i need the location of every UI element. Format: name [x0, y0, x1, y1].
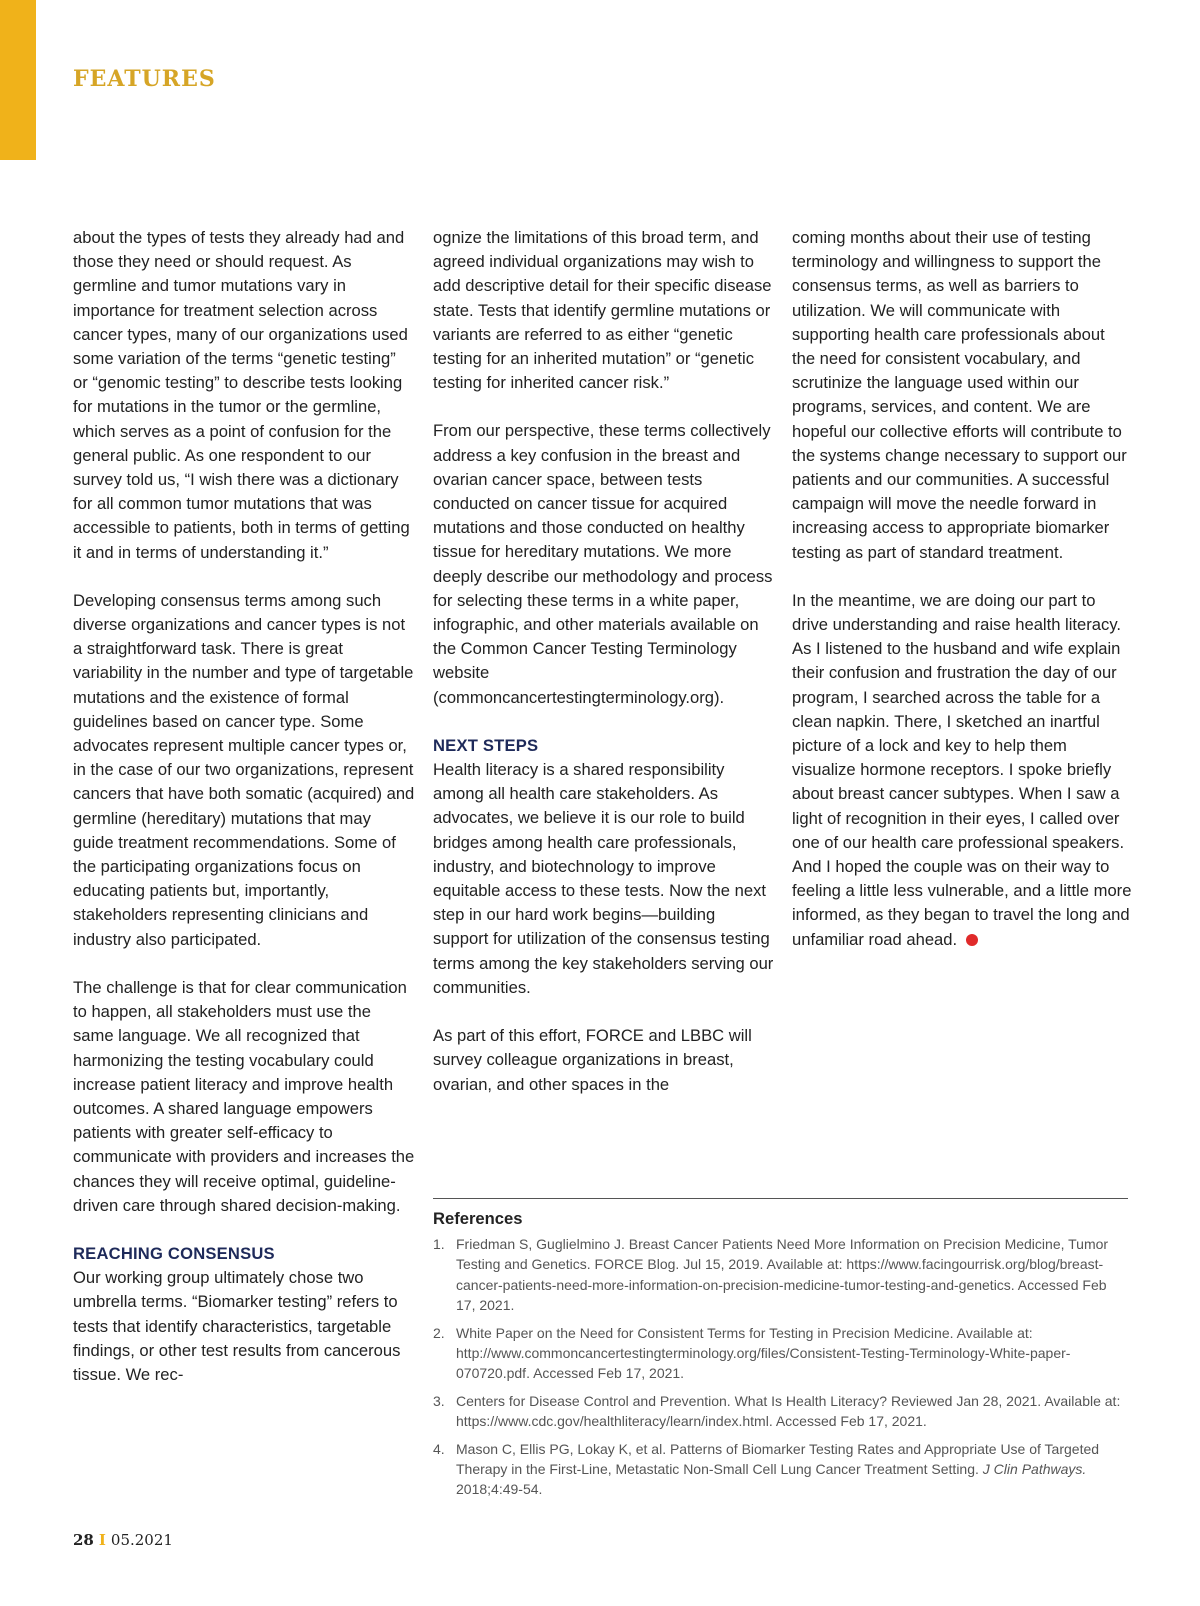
reference-text: Friedman S, Guglielmino J. Breast Cancer Patients Need More Information on Precision Medicine, Tumor Testing and Genetics. FORCE Blog. Jul 15, 2019. Available at: https://www.facingourrisk.org/blog/breast-cancer-patients-need-more-information-on-precision-medicine-tumor-testing-and-genetics. Accessed Feb 17, 2021.	[456, 1236, 1109, 1314]
reference-text: Centers for Disease Control and Prevention. What Is Health Literacy? Reviewed Jan 28, 2021. Available at: https://www.cdc.gov/healthliteracy/learn/index.html. Accessed Feb 17, 2021.	[456, 1392, 1121, 1430]
issue-date: 05.2021	[110, 1531, 173, 1549]
paragraph: coming months about their use of testing terminology and willingness to support the consensus terms, as well as barriers to utilization. We will communicate with supporting health care professionals about the need for consistent vocabulary, and scrutinize the language used within our programs, services, and content. We are hopeful our collective efforts will contribute to the systems change necessary to support our patients and our communities. A successful campaign will move the needle forward in increasing access to appropriate biomarker testing as part of standard treatment.	[792, 228, 1127, 562]
paragraph: As part of this effort, FORCE and LBBC will survey colleague organizations in breast, ovarian, and other spaces in the	[433, 1026, 752, 1094]
reference-number: 4.	[433, 1440, 445, 1457]
paragraph-final-text: In the meantime, we are doing our part to drive understanding and raise health literacy. As I listened to the husband and wife explain their confusion and frustration the day of our program, I searched across the table for a clean napkin. There, I sketched an inartful picture of a lock and key to help them visualize hormone receptors. I spoke briefly about breast cancer subtypes. When I saw a light of recognition in their eyes, I called over one of our health care professional speakers. And I hoped the couple was on their way to feeling a little less vulnerable, and a little more informed, as they began to travel the long and unfamiliar road ahead.	[792, 590, 1132, 949]
reference-number: 2.	[433, 1324, 445, 1341]
page-footer	[73, 1531, 173, 1549]
reference-number: 3.	[433, 1392, 445, 1409]
reference-item	[433, 1234, 1128, 1316]
paragraph: about the types of tests they already had and those they need or should request. As germline and tumor mutations vary in importance for treatment selection across cancer types, many of our organizations used some variation of the terms “genetic testing” or “genomic testing” to describe tests looking for mutations in the tumor or the germline, which serves as a point of confusion for the general public. As one respondent to our survey told us, “I wish there was a dictionary for all common tumor mutations that was accessible to patients, both in terms of getting it and in terms of understanding it.”	[73, 228, 410, 562]
paragraph: Our working group ultimately chose two umbrella terms. “Biomarker testing” refers to tests that identify characteristics, targetable findings, or other test results from cancerous tissue. We rec-	[73, 1268, 401, 1384]
heading-reaching-consensus: REACHING CONSENSUS	[73, 1243, 275, 1263]
reference-item	[433, 1323, 1128, 1384]
references-title: References	[433, 1209, 523, 1228]
reference-citation: 2018;4:49-54.	[456, 1481, 543, 1498]
references-section	[433, 1198, 1128, 1507]
reference-number: 1.	[433, 1236, 445, 1252]
article-column-3	[792, 226, 1132, 976]
paragraph: Developing consensus terms among such diverse organizations and cancer types is not a straightforward task. There is great variability in the number and type of targetable mutations and the existence of formal guidelines based on cancer type. Some advocates represent multiple cancer types or, in the case of our two organizations, represent cancers that have both somatic (acquired) and germline (hereditary) mutations that may guide treatment recommendations. Some of the participating organizations focus on educating patients but, importantly, stakeholders representing clinicians and industry also participated.	[73, 590, 415, 949]
paragraph: The challenge is that for clear communication to happen, all stakeholders must use the same language. We all recognized that harmonizing the testing vocabulary could increase patient literacy and improve health outcomes. A shared language empowers patients with greater self-efficacy to communicate with providers and increases the chances they will receive optimal, guideline-driven care through shared decision-making.	[73, 977, 415, 1215]
article-column-2	[433, 226, 775, 1121]
reference-text-group	[456, 1439, 1128, 1500]
reference-item	[433, 1391, 1128, 1432]
footer-separator: I	[98, 1531, 106, 1549]
paragraph: Health literacy is a shared responsibility among all health care stakeholders. As advocates, we believe it is our role to build bridges among health care professionals, industry, and biotechnology to improve equitable access to these tests. Now the next step in our hard work begins—building support for utilization of the consensus testing terms among the key stakeholders serving our communities.	[433, 760, 774, 997]
paragraph: ognize the limitations of this broad term, and agreed individual organizations may wish to add descriptive detail for their specific disease state. Tests that identify germline mutations or variants are referred to as either “genetic testing for an inherited mutation” or “genetic testing for inherited cancer risk.”	[433, 228, 772, 393]
reference-journal: J Clin Pathways.	[982, 1461, 1087, 1478]
section-label: FEATURES	[73, 66, 216, 92]
paragraph: From our perspective, these terms collectively address a key confusion in the breast and ovarian cancer space, between tests conducted on cancer tissue for acquired mutations and those conducted on healthy tissue for hereditary mutations. We more deeply describe our methodology and process for selecting these terms in a white paper, infographic, and other materials available on the Common Cancer Testing Terminology website (commoncancertestingterminology.org).	[433, 421, 773, 707]
references-list	[433, 1234, 1128, 1500]
page-number: 28	[73, 1531, 94, 1549]
paragraph-final	[792, 589, 1132, 952]
reference-text: White Paper on the Need for Consistent Terms for Testing in Precision Medicine. Available at: http://www.commoncancertestingterminology.org/files/Consistent-Testing-Terminology-White-paper-070720.pdf. Accessed Feb 17, 2021.	[456, 1324, 1071, 1382]
accent-bar	[0, 0, 36, 160]
reference-text: Mason C, Ellis PG, Lokay K, et al. Patterns of Biomarker Testing Rates and Appropriate Use of Targeted Therapy in the First-Line, Metastatic Non-Small Cell Lung Cancer Treatment Setting.	[456, 1440, 1100, 1478]
article-column-1	[73, 226, 415, 1411]
heading-next-steps: NEXT STEPS	[433, 735, 539, 755]
reference-item	[433, 1439, 1128, 1500]
end-of-article-dot-icon	[966, 934, 978, 946]
